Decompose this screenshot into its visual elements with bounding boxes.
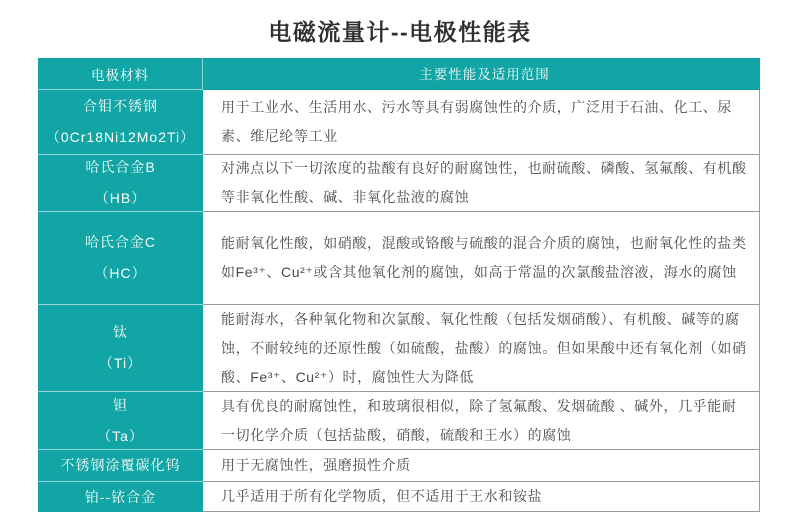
description-text: 具有优良的耐腐蚀性，和玻璃很相似，除了氢氟酸、发烟硫酸 、碱外，几乎能耐一切化学介质（包括盐酸，硝酸，硫酸和王水）的腐蚀 [221,397,737,443]
table-row [38,482,760,512]
table-header-row [38,58,760,90]
description-cell [203,155,760,212]
description-cell [203,450,760,482]
material-cell [38,450,203,482]
material-cell [38,392,203,450]
description-text: 用于无腐蚀性，强磨损性介质 [221,457,411,473]
table-row [38,305,760,392]
description-cell [203,90,760,155]
description-cell [203,212,760,305]
description-text: 几乎适用于所有化学物质，但不适用于王水和铵盐 [221,488,543,504]
table-row [38,450,760,482]
material-cell [38,482,203,512]
material-name: 哈氏合金B [85,159,156,175]
description-text: 对沸点以下一切浓度的盐酸有良好的耐腐蚀性，也耐硫酸、磷酸、氢氟酸、有机酸等非氧化性酸、碱、非氧化盐液的腐蚀 [221,160,747,205]
material-name: 哈氏合金C [84,234,157,250]
description-text: 能耐氧化性酸，如硝酸，混酸或铬酸与硫酸的混合介质的腐蚀，也耐氧化性的盐类如Fe³⁺、Cu²⁺或含其他氧化剂的腐蚀，如高于常温的次氯酸盐溶液，海水的腐蚀 [221,235,747,280]
material-code: （Ti） [98,355,143,371]
table-row [38,392,760,450]
material-cell [38,305,203,392]
electrode-performance-table [38,58,760,512]
description-text: 能耐海水，各种氧化物和次氯酸、氧化性酸（包括发烟硝酸）、有机酸、碱等的腐蚀，不耐较纯的还原性酸（如硫酸，盐酸）的腐蚀。但如果酸中还有氧化剂（如硝酸、Fe³⁺、Cu²⁺）时，腐蚀性大为降低 [221,310,747,385]
description-text: 用于工业水、生活用水、污水等具有弱腐蚀性的介质，广泛用于石油、化工、尿素、维尼纶等工业 [221,99,732,144]
header-cell-performance: 主要性能及适用范围 [203,58,760,90]
material-name: 铂--铱合金 [84,488,157,505]
header-cell-material: 电极材料 [38,58,203,90]
table-row [38,155,760,212]
material-code: （Ta） [97,427,144,444]
description-cell [203,392,760,450]
table-row [38,212,760,305]
material-name: 合钼不锈钢 [83,98,158,114]
material-cell [38,90,203,155]
material-code: （0Cr18Ni12Mo2Ti） [45,129,196,145]
material-name: 钽 [113,396,128,413]
material-cell [38,155,203,212]
page-title: 电磁流量计--电极性能表 [268,19,532,45]
material-cell [38,212,203,305]
material-name: 不锈钢涂覆碳化钨 [60,457,181,473]
description-cell [203,482,760,512]
material-code: （HB） [94,190,147,206]
description-cell [203,305,760,392]
material-name: 钛 [113,324,128,340]
table-row [38,90,760,155]
material-code: （HC） [94,265,147,281]
